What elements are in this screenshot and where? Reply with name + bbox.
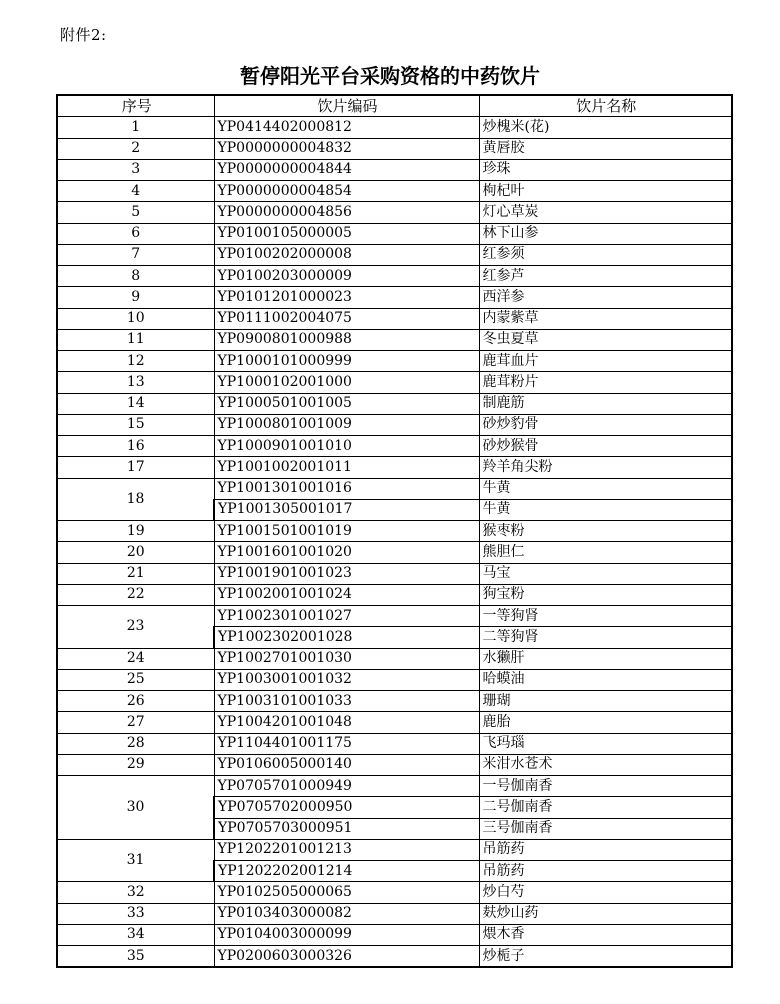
code-cell: YP1001301001016 <box>214 478 479 499</box>
code-cell: YP1004201001048 <box>214 712 479 733</box>
table-row <box>57 308 732 329</box>
name-cell: 林下山参 <box>479 223 732 244</box>
row-number-cell: 12 <box>57 351 214 372</box>
table-row <box>57 776 732 797</box>
name-cell: 砂炒猴骨 <box>479 436 732 457</box>
row-number-cell: 4 <box>57 181 214 202</box>
name-cell: 吊筋药 <box>479 861 732 882</box>
name-cell: 一等狗肾 <box>479 606 732 627</box>
name-cell: 麸炒山药 <box>479 903 732 924</box>
code-cell: YP1001601001020 <box>214 542 479 563</box>
name-cell: 西洋参 <box>479 287 732 308</box>
code-cell: YP1000501001005 <box>214 393 479 414</box>
row-number-cell: 17 <box>57 457 214 478</box>
code-cell: YP1000101000999 <box>214 351 479 372</box>
table-row <box>57 266 732 287</box>
name-cell: 米泔水苍术 <box>479 754 732 775</box>
table-row <box>57 457 732 478</box>
name-cell: 鹿胎 <box>479 712 732 733</box>
name-cell: 鹿茸血片 <box>479 351 732 372</box>
name-cell: 熊胆仁 <box>479 542 732 563</box>
code-cell: YP1000901001010 <box>214 436 479 457</box>
name-cell: 珍珠 <box>479 159 732 180</box>
table-row <box>57 733 732 754</box>
code-cell: YP0100203000009 <box>214 266 479 287</box>
row-number-cell: 35 <box>57 946 214 968</box>
row-number-cell: 21 <box>57 563 214 584</box>
table-row <box>57 648 732 669</box>
row-number-cell: 30 <box>57 776 214 840</box>
name-cell: 黄唇胶 <box>479 138 732 159</box>
row-number-cell: 20 <box>57 542 214 563</box>
herbal-pieces-table <box>56 94 733 968</box>
name-cell: 二等狗肾 <box>479 627 732 648</box>
name-cell: 冬虫夏草 <box>479 329 732 350</box>
code-cell: YP1000102001000 <box>214 372 479 393</box>
code-cell: YP1003101001033 <box>214 691 479 712</box>
row-number-cell: 15 <box>57 414 214 435</box>
table-row <box>57 521 732 542</box>
code-cell: YP1000801001009 <box>214 414 479 435</box>
table-row <box>57 924 732 945</box>
row-number-cell: 32 <box>57 882 214 903</box>
row-number-cell: 6 <box>57 223 214 244</box>
name-cell: 砂炒豹骨 <box>479 414 732 435</box>
table-row <box>57 691 732 712</box>
name-cell: 珊瑚 <box>479 691 732 712</box>
table-row <box>57 223 732 244</box>
name-cell: 水獭肝 <box>479 648 732 669</box>
name-cell: 炒槐米(花) <box>479 117 732 138</box>
table-row <box>57 669 732 690</box>
table-row <box>57 754 732 775</box>
code-cell: YP0000000004832 <box>214 138 479 159</box>
table-row <box>57 584 732 605</box>
name-cell: 灯心草炭 <box>479 202 732 223</box>
name-cell: 炒栀子 <box>479 946 732 968</box>
code-cell: YP0200603000326 <box>214 946 479 968</box>
name-cell: 红参芦 <box>479 266 732 287</box>
code-cell: YP1001901001023 <box>214 563 479 584</box>
name-cell: 一号伽南香 <box>479 776 732 797</box>
row-number-cell: 7 <box>57 244 214 265</box>
code-cell: YP1001305001017 <box>214 499 479 520</box>
name-cell: 牛黄 <box>479 478 732 499</box>
code-cell: YP1001002001011 <box>214 457 479 478</box>
code-cell: YP0104003000099 <box>214 924 479 945</box>
name-cell: 吊筋药 <box>479 839 732 860</box>
table-row <box>57 202 732 223</box>
table-row <box>57 138 732 159</box>
name-cell: 枸杞叶 <box>479 181 732 202</box>
row-number-cell: 16 <box>57 436 214 457</box>
row-number-cell: 26 <box>57 691 214 712</box>
code-cell: YP0000000004844 <box>214 159 479 180</box>
code-cell: YP0102505000065 <box>214 882 479 903</box>
table-row <box>57 606 732 627</box>
name-cell: 煨木香 <box>479 924 732 945</box>
name-cell: 鹿茸粉片 <box>479 372 732 393</box>
attachment-label: 附件2: <box>60 26 107 44</box>
name-cell: 三号伽南香 <box>479 818 732 839</box>
code-cell: YP1202201001213 <box>214 839 479 860</box>
table-row <box>57 436 732 457</box>
row-number-cell: 24 <box>57 648 214 669</box>
row-number-cell: 22 <box>57 584 214 605</box>
row-number-cell: 33 <box>57 903 214 924</box>
table-row <box>57 478 732 499</box>
table-row <box>57 244 732 265</box>
code-cell: YP0900801000988 <box>214 329 479 350</box>
code-cell: YP1002301001027 <box>214 606 479 627</box>
code-cell: YP0705701000949 <box>214 776 479 797</box>
row-number-cell: 34 <box>57 924 214 945</box>
row-number-cell: 9 <box>57 287 214 308</box>
table-row <box>57 287 732 308</box>
row-number-cell: 18 <box>57 478 214 521</box>
name-cell: 红参须 <box>479 244 732 265</box>
table-row <box>57 903 732 924</box>
table-row <box>57 372 732 393</box>
row-number-cell: 19 <box>57 521 214 542</box>
code-cell: YP1002001001024 <box>214 584 479 605</box>
code-cell: YP1202202001214 <box>214 861 479 882</box>
table-row <box>57 563 732 584</box>
row-number-cell: 23 <box>57 606 214 649</box>
name-cell: 羚羊角尖粉 <box>479 457 732 478</box>
row-number-cell: 29 <box>57 754 214 775</box>
table-row <box>57 117 732 138</box>
code-cell: YP0414402000812 <box>214 117 479 138</box>
code-cell: YP0000000004854 <box>214 181 479 202</box>
table-header-row <box>57 95 732 117</box>
row-number-cell: 13 <box>57 372 214 393</box>
name-cell: 制鹿筋 <box>479 393 732 414</box>
document-title: 暂停阳光平台采购资格的中药饮片 <box>240 64 540 88</box>
code-cell: YP1002701001030 <box>214 648 479 669</box>
table-row <box>57 542 732 563</box>
row-number-cell: 5 <box>57 202 214 223</box>
table-row <box>57 712 732 733</box>
table-body <box>57 117 732 968</box>
name-cell: 狗宝粉 <box>479 584 732 605</box>
code-cell: YP0705703000951 <box>214 818 479 839</box>
row-number-cell: 14 <box>57 393 214 414</box>
name-cell: 炒白芍 <box>479 882 732 903</box>
code-cell: YP0106005000140 <box>214 754 479 775</box>
row-number-cell: 10 <box>57 308 214 329</box>
code-cell: YP0000000004856 <box>214 202 479 223</box>
name-cell: 内蒙紫草 <box>479 308 732 329</box>
name-cell: 牛黄 <box>479 499 732 520</box>
row-number-cell: 31 <box>57 839 214 882</box>
row-number-cell: 3 <box>57 159 214 180</box>
row-number-cell: 1 <box>57 117 214 138</box>
code-cell: YP0705702000950 <box>214 797 479 818</box>
row-number-cell: 28 <box>57 733 214 754</box>
table-row <box>57 351 732 372</box>
code-cell: YP0100105000005 <box>214 223 479 244</box>
code-cell: YP0111002004075 <box>214 308 479 329</box>
table-row <box>57 882 732 903</box>
table-row <box>57 181 732 202</box>
table-row <box>57 946 732 968</box>
name-cell: 二号伽南香 <box>479 797 732 818</box>
code-cell: YP1003001001032 <box>214 669 479 690</box>
code-cell: YP1104401001175 <box>214 733 479 754</box>
name-cell: 猴枣粉 <box>479 521 732 542</box>
row-number-cell: 11 <box>57 329 214 350</box>
code-cell: YP1002302001028 <box>214 627 479 648</box>
code-cell: YP0103403000082 <box>214 903 479 924</box>
table-row <box>57 329 732 350</box>
code-cell: YP1001501001019 <box>214 521 479 542</box>
table-row <box>57 393 732 414</box>
column-header-name: 饮片名称 <box>479 95 732 117</box>
column-header-code: 饮片编码 <box>214 95 479 117</box>
name-cell: 飞玛瑙 <box>479 733 732 754</box>
name-cell: 哈蟆油 <box>479 669 732 690</box>
code-cell: YP0100202000008 <box>214 244 479 265</box>
row-number-cell: 2 <box>57 138 214 159</box>
row-number-cell: 25 <box>57 669 214 690</box>
table-row <box>57 414 732 435</box>
row-number-cell: 27 <box>57 712 214 733</box>
column-header-number: 序号 <box>57 95 214 117</box>
code-cell: YP0101201000023 <box>214 287 479 308</box>
row-number-cell: 8 <box>57 266 214 287</box>
name-cell: 马宝 <box>479 563 732 584</box>
table-row <box>57 159 732 180</box>
table-row <box>57 839 732 860</box>
